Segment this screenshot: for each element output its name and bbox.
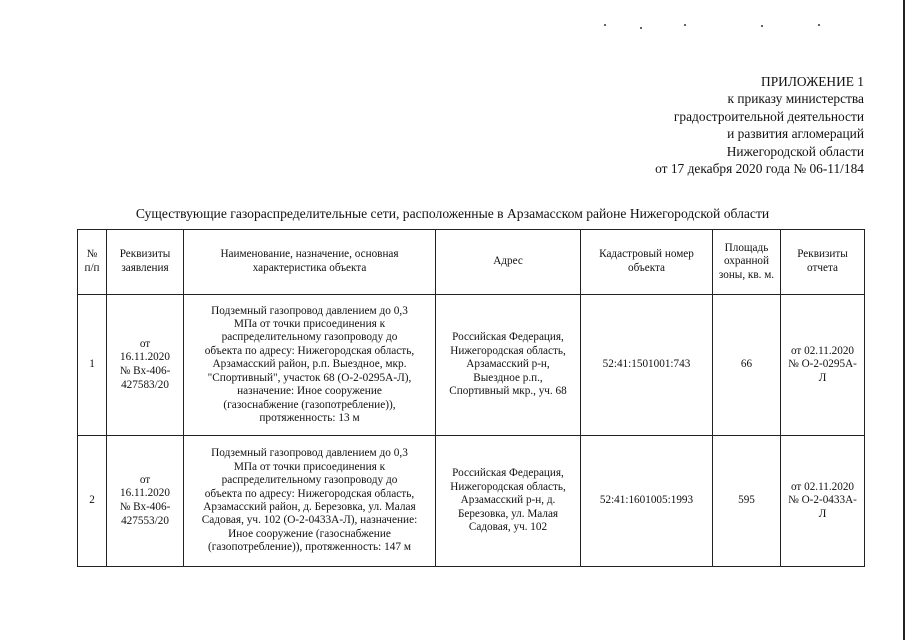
appendix-line: градостроительной деятельности [673,108,864,124]
appendix-line: и развития агломераций [727,126,864,142]
cell-number: 1 [78,295,107,436]
header-address: Адрес [436,230,581,295]
header-description: Наименование, назначение, основная характеристика объекта [184,230,436,295]
table-header-row [78,230,865,295]
cell-address: Российская Федерация, Нижегородская область, Арзамасский р-н, д. Березовка, ул. Малая Садовая, уч. 102 [436,436,581,567]
header-area: Площадь охранной зоны, кв. м. [713,230,781,295]
cell-cadastral: 52:41:1501001:743 [581,295,713,436]
header-application: Реквизиты заявления [107,230,184,295]
cell-description: Подземный газопровод давлением до 0,3 МПа от точки присоединения к распределительному газопроводу до объекта по адресу: Нижегородская область, Арзамасский район, д. Березовка, ул. Малая Садовая, уч. 102 (О-2-0433А-Л), назначение: Иное сооружение (газоснабжение (газопотребление)), протяженность: 147 м [184,436,436,567]
cell-cadastral: 52:41:1601005:1993 [581,436,713,567]
cell-area: 66 [713,295,781,436]
cell-address: Российская Федерация, Нижегородская область, Арзамасский р-н, Выездное р.п., Спортивный мкр., уч. 68 [436,295,581,436]
cell-application: от 16.11.2020 № Вх-406- 427583/20 [107,295,184,436]
table-row [78,436,865,567]
appendix-line: от 17 декабря 2020 года № 06-11/184 [655,161,864,177]
header-report: Реквизиты отчета [781,230,865,295]
cell-number: 2 [78,436,107,567]
cell-application: от 16.11.2020 № Вх-406- 427553/20 [107,436,184,567]
appendix-line: Нижегородской области [726,143,864,159]
appendix-line: к приказу министерства [727,91,864,107]
appendix-line: ПРИЛОЖЕНИЕ 1 [761,74,864,89]
document-title: Существующие газораспределительные сети, расположенные в Арзамасском районе Нижегородской области [135,206,770,221]
cell-report: от 02.11.2020 № О-2-0433А- Л [781,436,865,567]
table-row [78,295,865,436]
appendix-header [655,73,864,177]
cell-area: 595 [713,436,781,567]
cell-report: от 02.11.2020 № О-2-0295А- Л [781,295,865,436]
header-number: № п/п [78,230,107,295]
scan-artifacts [0,22,905,32]
header-cadastral: Кадастровый номер объекта [581,230,713,295]
cell-description: Подземный газопровод давлением до 0,3 МПа от точки присоединения к распределительному газопроводу до объекта по адресу: Нижегородская область, Арзамасский район, р.п. Выездное, мкр. "Спортивный", участок 68 (О-2-0295А-Л), назначение: Иное сооружение (газоснабжение (газопотребление)), протяженность: 13 м [184,295,436,436]
registry-table [77,229,865,567]
